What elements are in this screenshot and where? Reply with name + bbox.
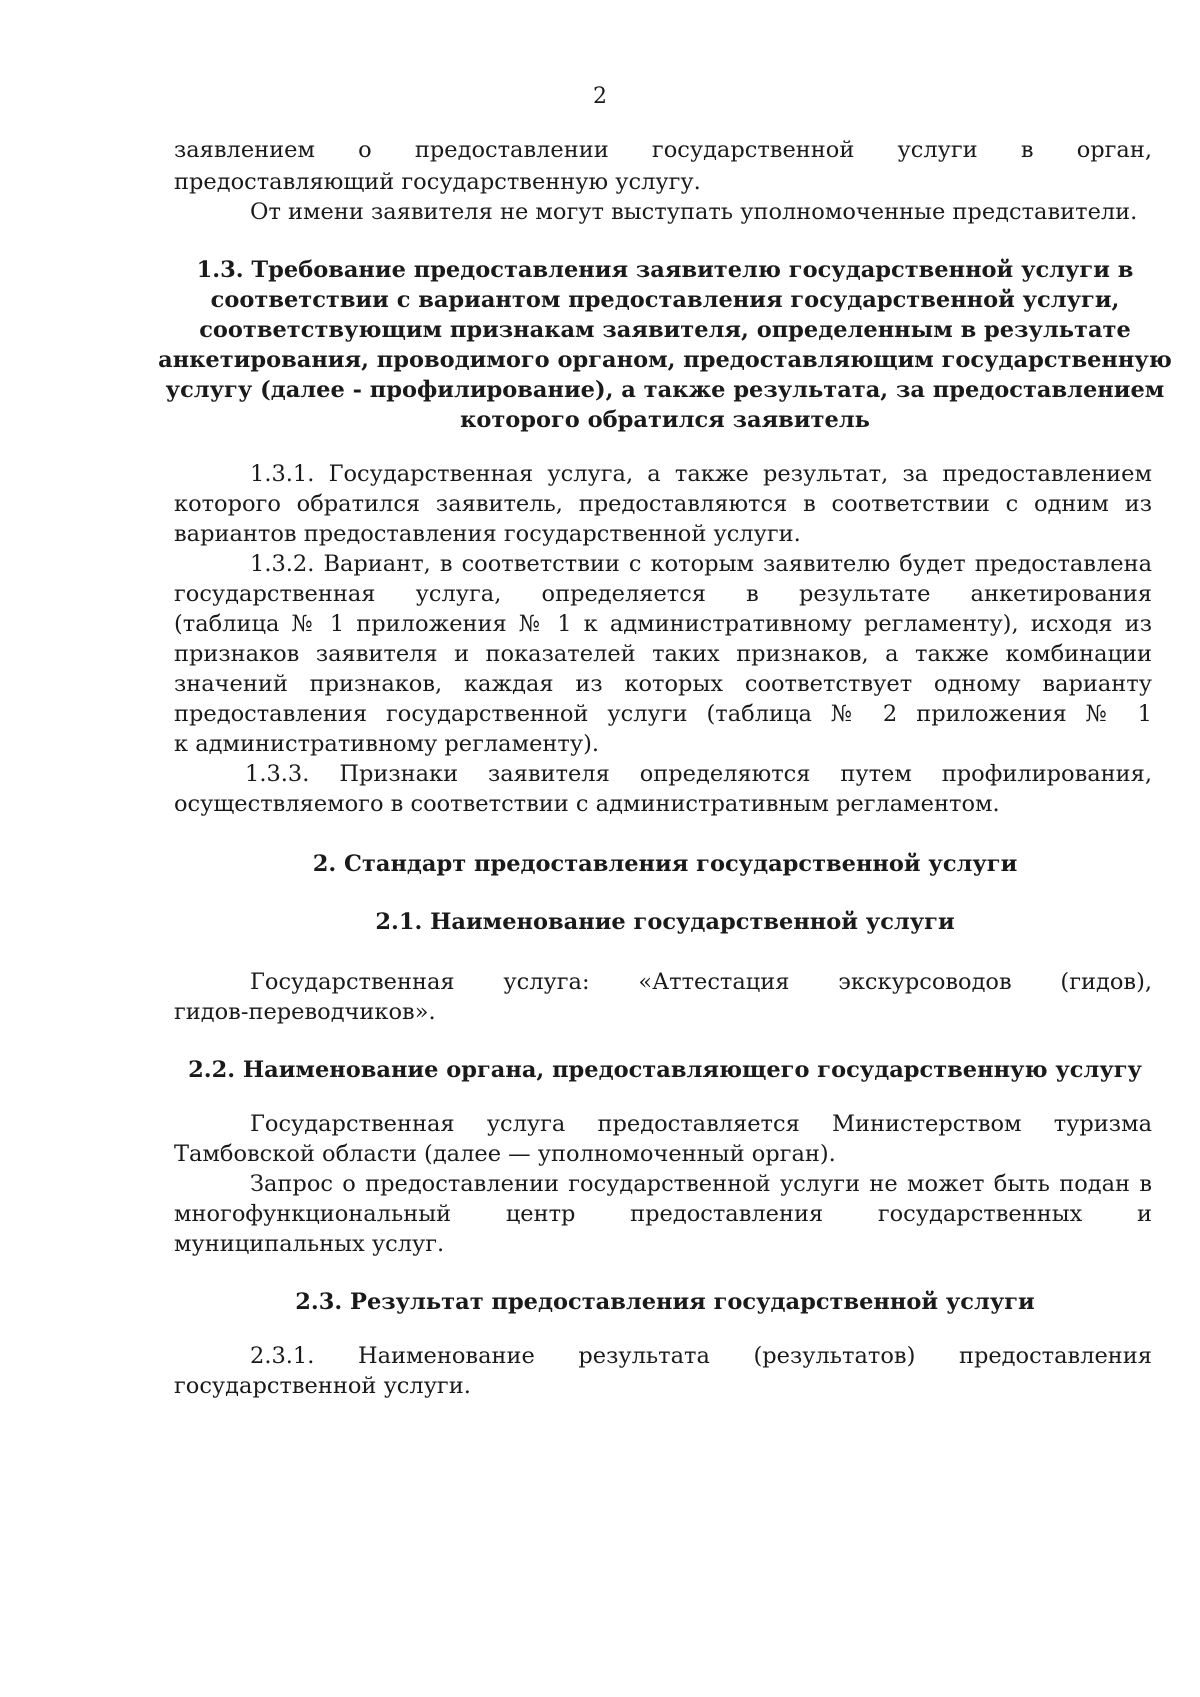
page-number: 2 — [593, 84, 607, 109]
paragraph-line: предоставляющий государственную услугу. — [174, 169, 701, 195]
paragraph-line: которого обратился заявитель, предоставляются в соответствии с одним из — [174, 491, 1152, 517]
section-heading: услугу (далее - профилирование), а также результата, за предоставлением — [165, 377, 1165, 403]
paragraph-line: предоставления государственной услуги (таблица № 2 приложения № 1 — [174, 701, 1152, 727]
paragraph-line: осуществляемого в соответствии с административным регламентом. — [174, 791, 1000, 817]
paragraph-line: государственная услуга, определяется в результате анкетирования — [174, 581, 1152, 607]
paragraph-line: 1.3.1. Государственная услуга, а также результат, за предоставлением — [250, 461, 1152, 487]
section-heading: соответствии с вариантом предоставления государственной услуги, — [210, 287, 1120, 313]
paragraph-line: Государственная услуга предоставляется Министерством туризма — [250, 1111, 1152, 1137]
section-heading: 2.3. Результат предоставления государственной услуги — [295, 1289, 1035, 1315]
paragraph-line: Государственная услуга: «Аттестация экскурсоводов (гидов), — [250, 969, 1152, 995]
paragraph-line: значений признаков, каждая из которых соответствует одному варианту — [174, 671, 1152, 697]
paragraph-line: гидов-переводчиков». — [174, 999, 436, 1025]
section-heading: 2.1. Наименование государственной услуги — [375, 909, 955, 935]
paragraph-line: заявлением о предоставлении государственной услуги в орган, — [174, 137, 1152, 163]
paragraph-line: вариантов предоставления государственной услуги. — [174, 521, 801, 547]
paragraph-line: Тамбовской области (далее — уполномоченный орган). — [174, 1141, 836, 1167]
paragraph-line: 1.3.3. Признаки заявителя определяются путем профилирования, — [245, 761, 1152, 787]
section-heading: 1.3. Требование предоставления заявителю государственной услуги в — [196, 257, 1134, 283]
paragraph-line: к административному регламенту). — [174, 731, 600, 757]
section-heading: 2. Стандарт предоставления государственной услуги — [312, 851, 1018, 877]
paragraph-line: От имени заявителя не могут выступать уполномоченные представители. — [250, 199, 1138, 225]
section-heading: 2.2. Наименование органа, предоставляющего государственную услугу — [188, 1057, 1142, 1083]
section-heading: соответствующим признакам заявителя, определенным в результате — [199, 317, 1131, 343]
paragraph-line: (таблица № 1 приложения № 1 к административному регламенту), исходя из — [174, 611, 1152, 637]
paragraph-line: 1.3.2. Вариант, в соответствии с которым заявителю будет предоставлена — [250, 551, 1152, 577]
section-heading: анкетирования, проводимого органом, предоставляющим государственную — [158, 347, 1172, 373]
paragraph-line: Запрос о предоставлении государственной услуги не может быть подан в — [250, 1171, 1152, 1197]
paragraph-line: 2.3.1. Наименование результата (результатов) предоставления — [250, 1343, 1152, 1369]
paragraph-line: муниципальных услуг. — [174, 1231, 445, 1257]
section-heading: которого обратился заявитель — [460, 407, 870, 433]
paragraph-line: государственной услуги. — [174, 1373, 471, 1399]
paragraph-line: многофункциональный центр предоставления государственных и — [174, 1201, 1152, 1227]
paragraph-line: признаков заявителя и показателей таких признаков, а также комбинации — [174, 641, 1152, 667]
